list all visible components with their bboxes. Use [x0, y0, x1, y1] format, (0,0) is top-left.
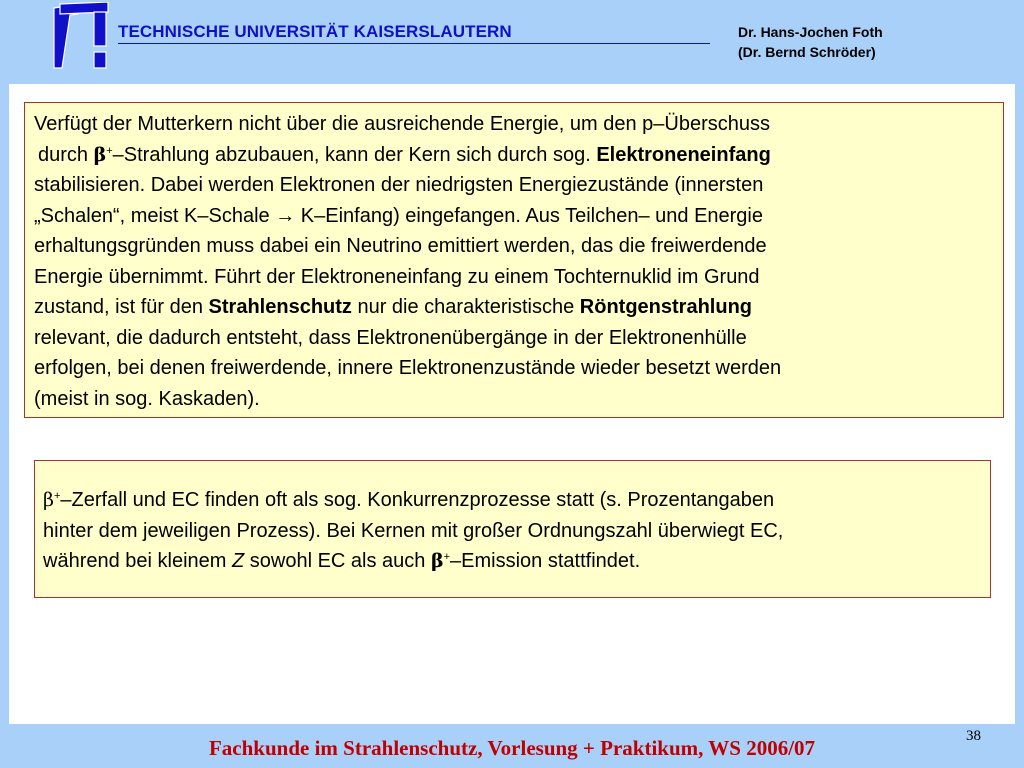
- beta-plus-ec-textbox: [34, 460, 991, 598]
- tu-kaiserslautern-logo-icon: [50, 2, 112, 72]
- page-number: 38: [966, 728, 981, 744]
- text-line: zustand, ist für den Strahlenschutz nur die charakteristische Röntgenstrahlung: [34, 296, 753, 318]
- text-line: durch β+–Strahlung abzubauen, kann der Kern sich durch sog. Elektroneneinfang: [38, 143, 771, 166]
- text-line: erhaltungsgründen muss dabei ein Neutrino emittiert werden, das die freiwerdende: [34, 235, 767, 257]
- z-symbol: Z: [232, 550, 245, 572]
- author-block: [738, 22, 883, 62]
- slide-content: [9, 84, 1015, 724]
- text-line: Verfügt der Mutterkern nicht über die ausreichende Energie, um den p–Überschuss: [34, 113, 770, 135]
- text-line: „Schalen“, meist K–Schale → K–Einfang) eingefangen. Aus Teilchen– und Energie: [34, 204, 763, 227]
- footer-title: Fachkunde im Strahlenschutz, Vorlesung + Praktikum, WS 2006/07: [208, 736, 816, 760]
- text-line: erfolgen, bei denen freiwerdende, innere Elektronenzustände wieder besetzt werden: [34, 357, 782, 379]
- term-elektroneneinfang: Elektroneneinfang: [596, 143, 771, 166]
- text-line: stabilisieren. Dabei werden Elektronen der niedrigsten Energiezustände (innersten: [34, 174, 764, 196]
- text-line: β+–Zerfall und EC finden oft als sog. Konkurrenzprozesse statt (s. Prozentangaben: [43, 489, 775, 511]
- beta-symbol: β: [43, 489, 54, 511]
- header-rule: [118, 43, 710, 44]
- beta-symbol: β: [93, 143, 107, 166]
- term-strahlenschutz: Strahlenschutz: [208, 296, 352, 318]
- beta-symbol: β: [430, 550, 444, 572]
- text-line: relevant, die dadurch entsteht, dass Elektronenübergänge in der Elektronenhülle: [34, 326, 747, 349]
- text-line: während bei kleinem Z sowohl EC als auch β+–Emission stattfindet.: [43, 550, 641, 572]
- electron-capture-textbox: [24, 102, 1004, 418]
- text-line: Energie übernimmt. Führt der Elektroneneinfang zu einem Tochternuklid im Grund: [34, 265, 760, 288]
- text-line: hinter dem jeweiligen Prozess). Bei Kernen mit großer Ordnungszahl überwiegt EC,: [43, 519, 784, 542]
- co-author-name: (Dr. Bernd Schröder): [738, 44, 876, 60]
- text-line: (meist in sog. Kaskaden).: [34, 387, 260, 410]
- author-name: Dr. Hans-Jochen Foth: [738, 24, 883, 40]
- term-roentgenstrahlung: Röntgenstrahlung: [579, 296, 753, 318]
- arrow-symbol: →: [275, 204, 296, 227]
- university-name: TECHNISCHE UNIVERSITÄT KAISERSLAUTERN: [118, 22, 512, 41]
